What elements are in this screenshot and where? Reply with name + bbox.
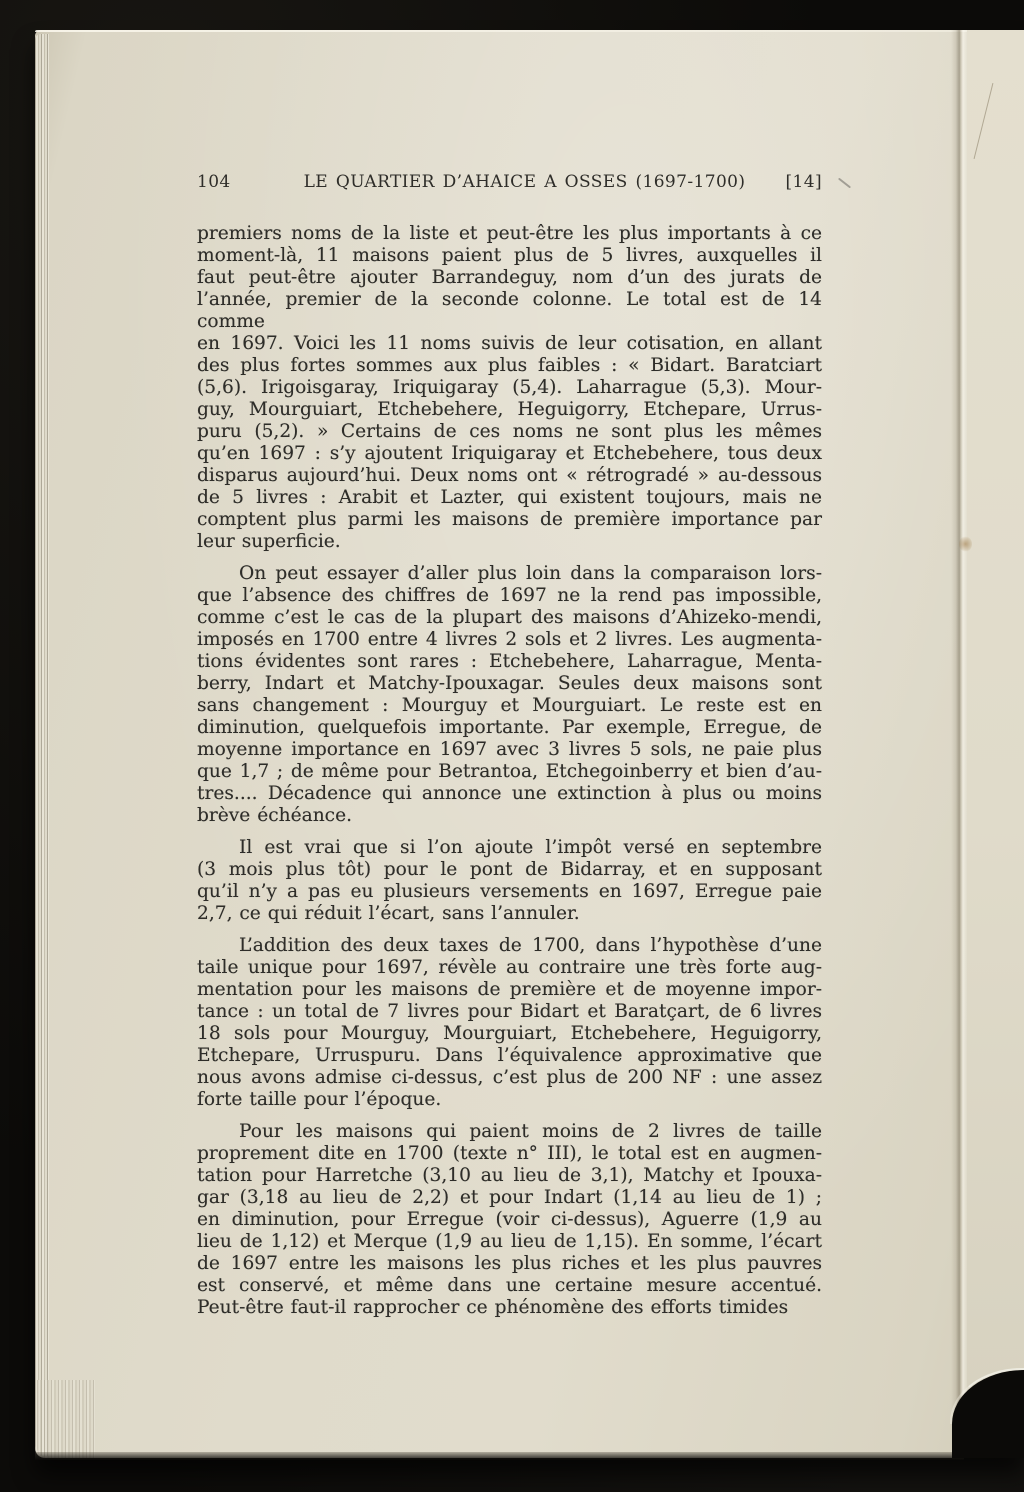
pen-tick-mark (838, 178, 851, 189)
text-line: 18 sols pour Mourguy, Mourguiart, Etchebehere, Heguigorry, (197, 1023, 822, 1044)
paragraph (197, 837, 822, 925)
text-line: des plus fortes sommes aux plus faibles : « Bidart. Baratciart (197, 355, 822, 376)
text-line: moment-là, 11 maisons paient plus de 5 livres, auxquelles il (197, 245, 822, 266)
paragraph (197, 1121, 822, 1319)
text-line: imposés en 1700 entre 4 livres 2 sols et 2 livres. Les augmenta- (197, 629, 822, 650)
page-bottom-shadow (35, 1452, 964, 1460)
text-line: en diminution, pour Erregue (voir ci-dessus), Aguerre (1,9 au (197, 1209, 822, 1230)
text-line: leur superficie. (197, 531, 341, 552)
text-line: L’addition des deux taxes de 1700, dans l’hypothèse d’une (239, 935, 822, 956)
text-line: brève échéance. (197, 805, 352, 826)
text-line: berry, Indart et Matchy-Ipouxagar. Seules deux maisons sont (197, 673, 822, 694)
text-line: disparus aujourd’hui. Deux noms ont « rétrogradé » au-dessous (197, 465, 822, 486)
text-line: qu’en 1697 : s’y ajoutent Iriquigaray et Etchebehere, tous deux (197, 443, 822, 464)
paper-stain (959, 536, 972, 552)
text-line: puru (5,2). » Certains de ces noms ne sont plus les mêmes (197, 421, 822, 442)
text-line: Pour les maisons qui paient moins de 2 livres de taille (239, 1121, 822, 1142)
text-line: proprement dite en 1700 (texte n° III), le total est en augmen- (197, 1143, 822, 1164)
body-text (197, 223, 822, 1319)
text-line: guy, Mourguiart, Etchebehere, Heguigorry, Etchepare, Urrus- (197, 399, 822, 420)
text-line: qu’il n’y a pas eu plusieurs versements en 1697, Erregue paie (197, 881, 822, 902)
text-line: (5,6). Irigoisgaray, Iriquigaray (5,4). Laharrague (5,3). Mour- (197, 377, 822, 398)
text-line: Il est vrai que si l’on ajoute l’impôt versé en septembre (239, 837, 822, 858)
text-line: gar (3,18 au lieu de 2,2) et pour Indart (1,14 au lieu de 1) ; (197, 1187, 822, 1208)
book-page (35, 30, 1024, 1458)
text-line: comme c’est le cas de la plupart des maisons d’Ahizeko-mendi, (197, 607, 822, 628)
paragraph (197, 563, 822, 827)
text-line: forte taille pour l’époque. (197, 1089, 442, 1110)
text-line: (3 mois plus tôt) pour le pont de Bidarray, et en supposant (197, 859, 822, 880)
text-line: faut peut-être ajouter Barrandeguy, nom d’un des jurats de (197, 267, 822, 288)
text-line: taile unique pour 1697, révèle au contraire une très forte aug- (197, 957, 822, 978)
text-line: Etchepare, Urruspuru. Dans l’équivalence approximative que (197, 1045, 822, 1066)
text-line: tance : un total de 7 livres pour Bidart et Baratçart, de 6 livres (197, 1001, 822, 1022)
page-content (197, 172, 822, 1319)
text-line: de 5 livres : Arabit et Lazter, qui existent toujours, mais ne (197, 487, 822, 508)
page-fold-crease (951, 30, 967, 1458)
text-line: premiers noms de la liste et peut-être les plus importants à ce (197, 223, 822, 244)
page-number: 104 (197, 172, 231, 192)
text-line: moyenne importance en 1697 avec 3 livres 5 sols, ne paie plus (197, 739, 822, 760)
folio-number: [14] (785, 172, 822, 192)
paragraph (197, 223, 822, 553)
text-line: On peut essayer d’aller plus loin dans la comparaison lors- (239, 563, 822, 584)
running-header (197, 172, 822, 192)
text-line: nous avons admise ci-dessus, c’est plus de 200 NF : une assez (197, 1067, 822, 1088)
text-line: en 1697. Voici les 11 noms suivis de leur cotisation, en allant (197, 333, 822, 354)
paragraph (197, 935, 822, 1111)
text-line: diminution, quelquefois importante. Par exemple, Erregue, de (197, 717, 822, 738)
text-line: est conservé, et même dans une certaine mesure accentué. (197, 1275, 822, 1296)
page-stack-edges-bottom (37, 1380, 95, 1458)
text-line: lieu de 1,12) et Merque (1,9 au lieu de 1,15). En somme, l’écart (197, 1231, 822, 1252)
text-line: l’année, premier de la seconde colonne. Le total est de 14 comme (197, 289, 822, 332)
text-line: que 1,7 ; de même pour Betrantoa, Etchegoinberry et bien d’au- (197, 761, 822, 782)
page-stack-edges-left (35, 34, 49, 1456)
adjacent-page-surface (967, 30, 1024, 1458)
text-line: sans changement : Mourguy et Mourguiart. Le reste est en (197, 695, 822, 716)
text-line: comptent plus parmi les maisons de première importance par (197, 509, 822, 530)
running-title: LE QUARTIER D’AHAICE A OSSES (1697-1700) (303, 172, 746, 192)
text-line: de 1697 entre les maisons les plus riches et les plus pauvres (197, 1253, 822, 1274)
text-line: tres.... Décadence qui annonce une extinction à plus ou moins (197, 783, 822, 804)
text-line: mentation pour les maisons de première et de moyenne impor- (197, 979, 822, 1000)
text-line: 2,7, ce qui réduit l’écart, sans l’annuler. (197, 903, 580, 924)
text-line: que l’absence des chiffres de 1697 ne la rend pas impossible, (197, 585, 822, 606)
text-line: tions évidentes sont rares : Etchebehere, Laharrague, Menta- (197, 651, 822, 672)
text-line: Peut-être faut-il rapprocher ce phénomène des efforts timides (197, 1297, 789, 1318)
text-line: tation pour Harretche (3,10 au lieu de 3,1), Matchy et Ipouxa- (197, 1165, 822, 1186)
